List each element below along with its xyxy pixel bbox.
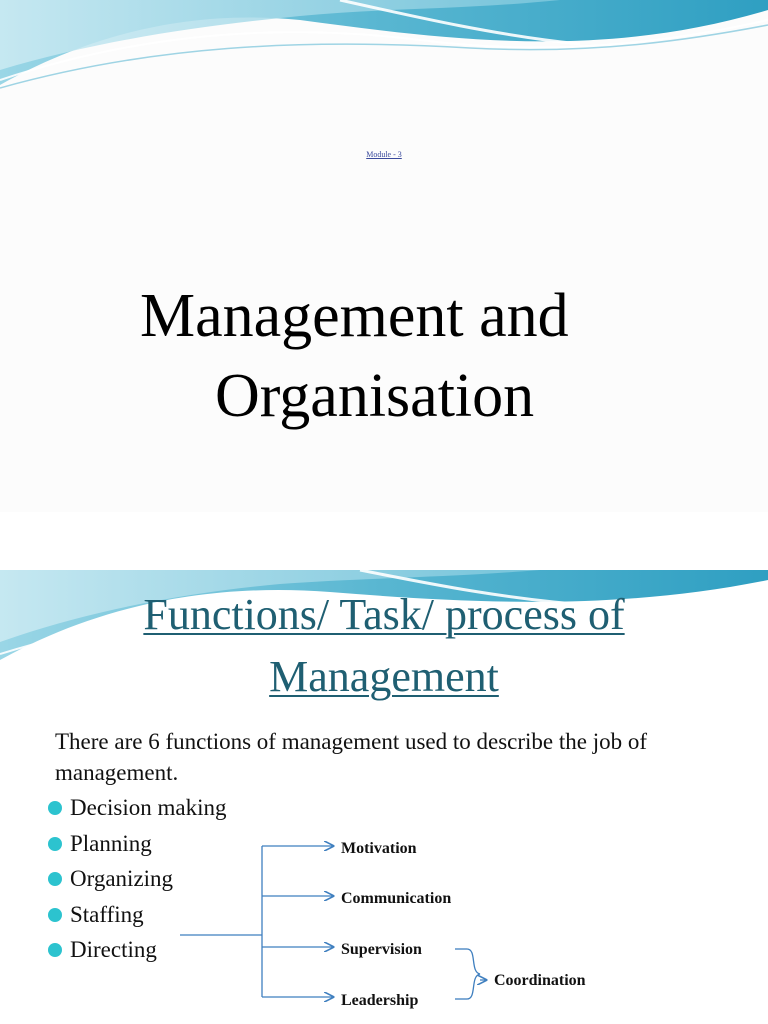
slide-gap [0, 512, 768, 570]
label-motivation: Motivation [341, 840, 417, 857]
list-item: Planning [48, 830, 227, 866]
slide-title [0, 276, 768, 436]
title-line-2: Organisation [215, 362, 535, 430]
slide-2 [0, 570, 768, 1024]
label-supervision: Supervision [341, 941, 422, 958]
module-label[interactable]: Module - 3 [366, 150, 402, 159]
title-line-1: Management and [140, 282, 569, 350]
list-item: Organizing [48, 865, 227, 901]
brace-icon [467, 949, 480, 999]
title-line-1[interactable]: Functions/ Task/ process of [143, 590, 625, 639]
label-communication: Communication [341, 890, 452, 907]
intro-line-2: management. [55, 760, 179, 785]
label-leadership: Leadership [341, 992, 419, 1009]
label-coordination: Coordination [494, 972, 586, 989]
list-item: Directing [48, 936, 227, 972]
list-item: Decision making [48, 794, 227, 830]
title-line-2[interactable]: Management [269, 652, 499, 701]
top-wave-decoration [0, 0, 768, 100]
intro-line-1: There are 6 functions of management used to describe the job of [55, 729, 648, 754]
list-item: Staffing [48, 901, 227, 937]
